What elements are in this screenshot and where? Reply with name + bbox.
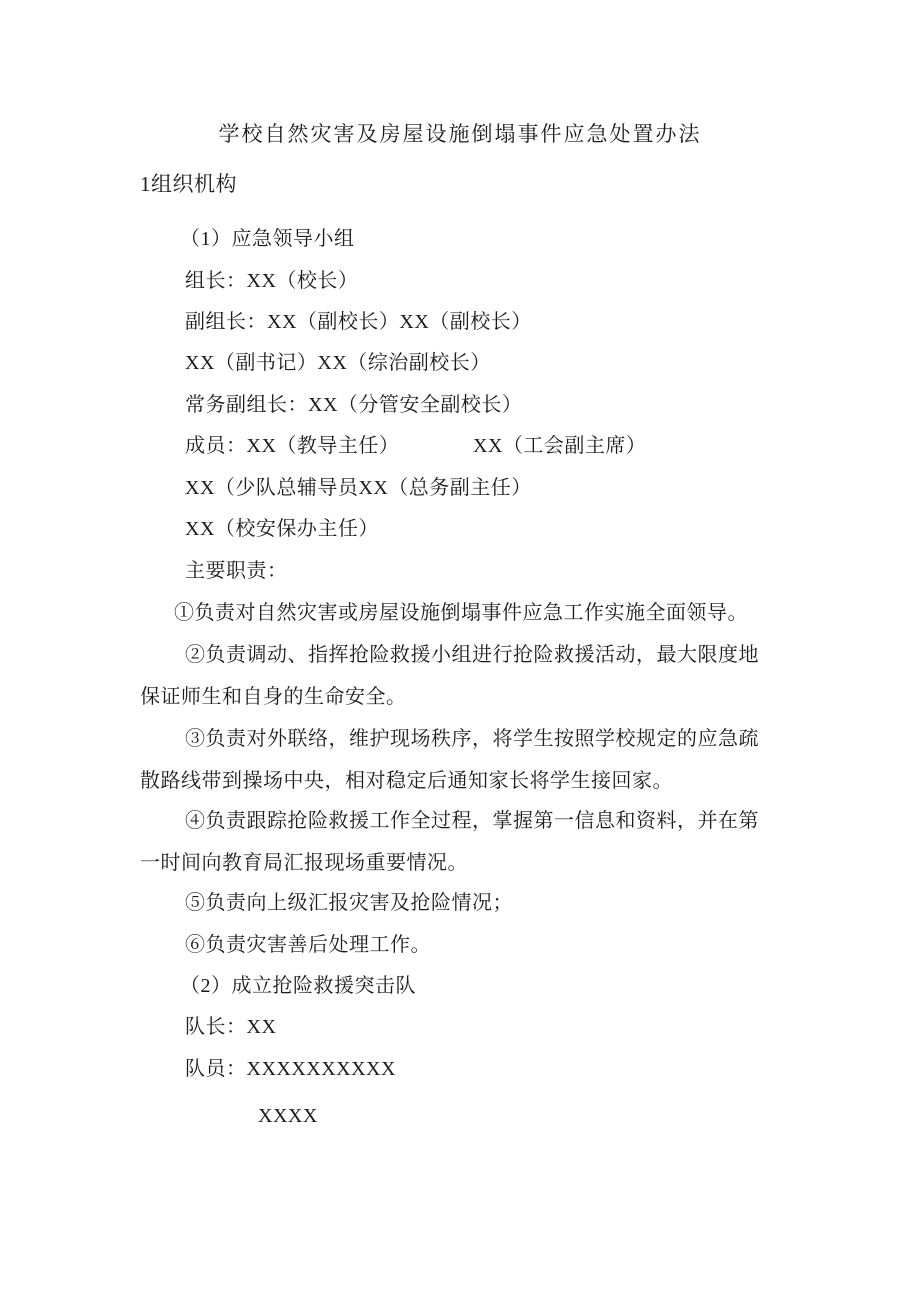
duty-3-line-2: 散路线带到操场中央，相对稳定后通知家长将学生接回家。 xyxy=(140,770,673,792)
leadership-group-heading: （1）应急领导小组 xyxy=(180,228,355,250)
executive-deputy-line: 常务副组长：XX（分管安全副校长） xyxy=(185,394,523,416)
leader-line: 组长：XX（校长） xyxy=(185,270,359,292)
section-heading: 1组织机构 xyxy=(140,172,237,196)
rescue-members-continued: XXXX xyxy=(258,1105,318,1127)
duty-4-line-1: ④负责跟踪抢险救援工作全过程，掌握第一信息和资料，并在第 xyxy=(185,810,759,832)
duties-heading: 主要职责： xyxy=(185,560,288,582)
deputy-leaders-line: 副组长：XX（副校长）XX（副校长） xyxy=(185,311,532,333)
duty-2-line-1: ②负责调动、指挥抢险救援小组进行抢险救援活动，最大限度地 xyxy=(185,644,759,666)
document-title: 学校自然灾害及房屋设施倒塌事件应急处置办法 xyxy=(218,122,702,146)
rescue-team-heading: （2）成立抢险救援突击队 xyxy=(180,975,416,997)
members-line-2: XX（少队总辅导员XX（总务副主任） xyxy=(185,477,532,499)
deputy-leaders-line-2: XX（副书记）XX（综治副校长） xyxy=(185,352,491,374)
rescue-captain-line: 队长：XX xyxy=(185,1016,277,1038)
duty-2-line-2: 保证师生和自身的生命安全。 xyxy=(140,686,407,708)
duty-5-line-1: ⑤负责向上级汇报灾害及抢险情况； xyxy=(185,892,513,914)
rescue-members-line: 队员：XXXXXXXXXX xyxy=(185,1058,396,1080)
duty-1-line-1: ①负责对自然灾害或房屋设施倒塌事件应急工作实施全面领导。 xyxy=(174,602,748,624)
duty-6-line-1: ⑥负责灾害善后处理工作。 xyxy=(185,934,431,956)
duty-3-line-1: ③负责对外联络，维护现场秩序，将学生按照学校规定的应急疏 xyxy=(185,728,759,750)
members-line-1a: 成员：XX（教导主任） xyxy=(185,435,400,457)
members-line-3: XX（校安保办主任） xyxy=(185,518,379,540)
duty-4-line-2: 一时间向教育局汇报现场重要情况。 xyxy=(140,852,468,874)
members-line-1b: XX（工会副主席） xyxy=(473,435,647,457)
